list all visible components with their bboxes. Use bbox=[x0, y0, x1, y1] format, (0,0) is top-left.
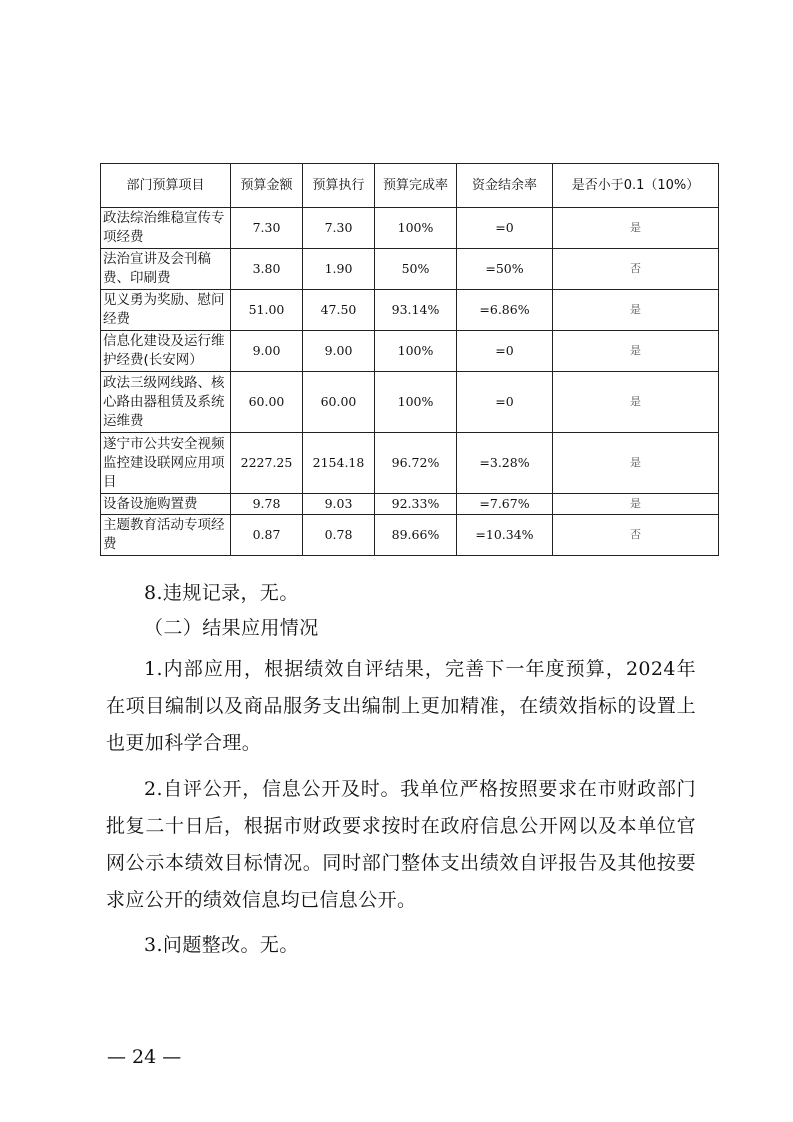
cell-balance: =0 bbox=[457, 331, 553, 372]
cell-amount: 51.00 bbox=[231, 290, 303, 331]
cell-amount: 60.00 bbox=[231, 372, 303, 433]
cell-balance: =50% bbox=[457, 249, 553, 290]
cell-executed: 47.50 bbox=[303, 290, 375, 331]
cell-rate: 92.33% bbox=[375, 494, 457, 515]
budget-table bbox=[100, 163, 719, 556]
cell-project: 信息化建设及运行维护经费(长安网） bbox=[101, 331, 231, 372]
header-project: 部门预算项目 bbox=[101, 164, 231, 208]
cell-project: 设备设施购置费 bbox=[101, 494, 231, 515]
cell-flag: 是 bbox=[553, 494, 719, 515]
header-flag: 是否小于0.1（10%） bbox=[553, 164, 719, 208]
cell-project: 见义勇为奖励、慰问经费 bbox=[101, 290, 231, 331]
cell-balance: =0 bbox=[457, 372, 553, 433]
paragraph-violation-record: 8.违规记录，无。 bbox=[144, 582, 299, 604]
cell-project: 遂宁市公共安全视频监控建设联网应用项目 bbox=[101, 433, 231, 494]
cell-rate: 100% bbox=[375, 372, 457, 433]
cell-flag: 是 bbox=[553, 433, 719, 494]
cell-amount: 9.78 bbox=[231, 494, 303, 515]
cell-balance: =10.34% bbox=[457, 515, 553, 556]
cell-executed: 9.00 bbox=[303, 331, 375, 372]
header-balance: 资金结余率 bbox=[457, 164, 553, 208]
table-row bbox=[101, 249, 719, 290]
header-amount: 预算金额 bbox=[231, 164, 303, 208]
cell-flag: 是 bbox=[553, 208, 719, 249]
table-row bbox=[101, 515, 719, 556]
cell-executed: 1.90 bbox=[303, 249, 375, 290]
cell-project: 主题教育活动专项经费 bbox=[101, 515, 231, 556]
table-row bbox=[101, 208, 719, 249]
cell-flag: 是 bbox=[553, 290, 719, 331]
cell-project: 政法综治维稳宣传专项经费 bbox=[101, 208, 231, 249]
cell-rate: 96.72% bbox=[375, 433, 457, 494]
paragraph-internal-application: 1.内部应用，根据绩效自评结果，完善下一年度预算，2024年在项目编制以及商品服务支出编制上更加精准，在绩效指标的设置上也更加科学合理。 bbox=[106, 658, 696, 754]
cell-rate: 93.14% bbox=[375, 290, 457, 331]
cell-balance: =0 bbox=[457, 208, 553, 249]
page-number: — 24 — bbox=[107, 1046, 182, 1068]
cell-balance: =6.86% bbox=[457, 290, 553, 331]
table-row bbox=[101, 290, 719, 331]
cell-project: 政法三级网线路、核心路由器租赁及系统运维费 bbox=[101, 372, 231, 433]
cell-rate: 50% bbox=[375, 249, 457, 290]
cell-amount: 0.87 bbox=[231, 515, 303, 556]
section-heading-results: （二）结果应用情况 bbox=[144, 617, 319, 639]
cell-rate: 100% bbox=[375, 208, 457, 249]
cell-amount: 3.80 bbox=[231, 249, 303, 290]
paragraph-rectification: 3.问题整改。无。 bbox=[144, 934, 299, 956]
table-row bbox=[101, 494, 719, 515]
cell-project: 法治宣讲及会刊稿费、印刷费 bbox=[101, 249, 231, 290]
cell-flag: 否 bbox=[553, 515, 719, 556]
cell-rate: 89.66% bbox=[375, 515, 457, 556]
header-executed: 预算执行 bbox=[303, 164, 375, 208]
cell-amount: 7.30 bbox=[231, 208, 303, 249]
cell-balance: =3.28% bbox=[457, 433, 553, 494]
cell-rate: 100% bbox=[375, 331, 457, 372]
table-row bbox=[101, 331, 719, 372]
paragraph-self-evaluation-disclosure: 2.自评公开，信息公开及时。我单位严格按照要求在市财政部门批复二十日后，根据市财政要求按时在政府信息公开网以及本单位官网公示本绩效目标情况。同时部门整体支出绩效自评报告及其他按要求应公开的绩效信息均已信息公开。 bbox=[106, 778, 696, 911]
table-header-row bbox=[101, 164, 719, 208]
cell-flag: 否 bbox=[553, 249, 719, 290]
cell-executed: 9.03 bbox=[303, 494, 375, 515]
table-row bbox=[101, 433, 719, 494]
cell-executed: 0.78 bbox=[303, 515, 375, 556]
cell-executed: 60.00 bbox=[303, 372, 375, 433]
table-row bbox=[101, 372, 719, 433]
cell-balance: =7.67% bbox=[457, 494, 553, 515]
cell-executed: 7.30 bbox=[303, 208, 375, 249]
header-rate: 预算完成率 bbox=[375, 164, 457, 208]
cell-amount: 2227.25 bbox=[231, 433, 303, 494]
cell-executed: 2154.18 bbox=[303, 433, 375, 494]
cell-flag: 是 bbox=[553, 372, 719, 433]
cell-amount: 9.00 bbox=[231, 331, 303, 372]
cell-flag: 是 bbox=[553, 331, 719, 372]
